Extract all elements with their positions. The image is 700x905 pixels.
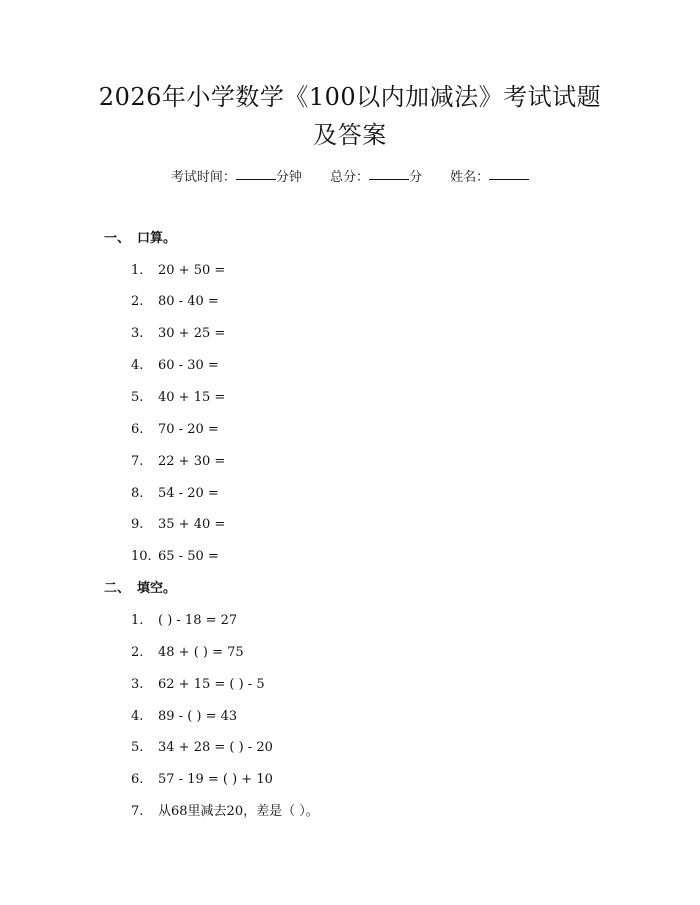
question-item	[131, 707, 237, 727]
question-text: 30 + 25 =	[158, 326, 226, 341]
question-text: 60 - 30 =	[158, 358, 219, 373]
exam-time-blank[interactable]	[236, 168, 276, 180]
question-index: 5.	[131, 390, 144, 405]
question-item	[131, 452, 225, 472]
question-item	[131, 643, 244, 663]
question-index: 3.	[131, 677, 144, 692]
total-score-label: 总分：	[329, 170, 369, 185]
question-text: 70 - 20 =	[158, 422, 219, 437]
section-title: 口算。	[137, 231, 177, 246]
question-text: 80 - 40 =	[158, 294, 219, 309]
question-text: 48 + ( ) = 75	[158, 645, 244, 660]
question-index: 10.	[131, 549, 152, 564]
question-index: 7.	[131, 804, 144, 819]
question-index: 1.	[131, 263, 144, 278]
question-text: 89 - ( ) = 43	[158, 709, 238, 724]
question-text: 22 + 30 =	[158, 454, 226, 469]
total-score-blank[interactable]	[369, 168, 409, 180]
question-index: 8.	[131, 486, 144, 501]
question-item	[131, 420, 219, 440]
student-name-label: 姓名：	[450, 170, 490, 185]
question-text: 34 + 28 = ( ) - 20	[158, 740, 273, 755]
question-index: 2.	[131, 294, 144, 309]
question-item	[131, 356, 219, 376]
question-item	[131, 292, 219, 312]
section-heading-fill-blank	[104, 579, 176, 599]
question-index: 6.	[131, 772, 144, 787]
question-index: 4.	[131, 709, 144, 724]
question-text: 65 - 50 =	[158, 549, 219, 564]
question-index: 4.	[131, 358, 144, 373]
question-index: 5.	[131, 740, 144, 755]
student-name-blank[interactable]	[489, 168, 529, 180]
question-item	[131, 388, 225, 408]
question-text: 62 + 15 = ( ) - 5	[158, 677, 265, 692]
exam-time-field	[171, 168, 302, 188]
total-score-field	[330, 168, 422, 188]
question-item	[131, 324, 225, 344]
question-item	[131, 770, 273, 790]
question-index: 1.	[131, 613, 144, 628]
total-score-unit: 分	[409, 170, 423, 185]
question-text: ( ) - 18 = 27	[158, 613, 238, 628]
question-text: 40 + 15 =	[158, 390, 226, 405]
document-title: 2026年小学数学《100以内加减法》考试试题及答案	[98, 83, 602, 149]
exam-time-unit: 分钟	[275, 170, 302, 185]
question-item	[131, 738, 273, 758]
section-title: 填空。	[137, 581, 177, 596]
section-number: 一、	[104, 231, 131, 246]
question-item	[131, 802, 319, 822]
question-text: 从68里减去20，差是（ ）。	[158, 804, 319, 819]
exam-time-label: 考试时间：	[170, 170, 236, 185]
section-number: 二、	[104, 581, 131, 596]
student-name-field	[450, 168, 529, 188]
question-index: 6.	[131, 422, 144, 437]
question-text: 35 + 40 =	[158, 517, 226, 532]
question-item	[131, 515, 225, 535]
question-item	[131, 547, 219, 567]
question-text: 20 + 50 =	[158, 263, 226, 278]
question-text: 57 - 19 = ( ) + 10	[158, 772, 273, 787]
question-item	[131, 675, 265, 695]
section-heading-mental-math	[104, 229, 176, 249]
exam-meta	[0, 168, 700, 188]
question-item	[131, 611, 237, 631]
question-index: 3.	[131, 326, 144, 341]
question-index: 7.	[131, 454, 144, 469]
question-index: 2.	[131, 645, 144, 660]
question-item	[131, 261, 225, 281]
question-index: 9.	[131, 517, 144, 532]
question-text: 54 - 20 =	[158, 486, 219, 501]
question-item	[131, 484, 219, 504]
